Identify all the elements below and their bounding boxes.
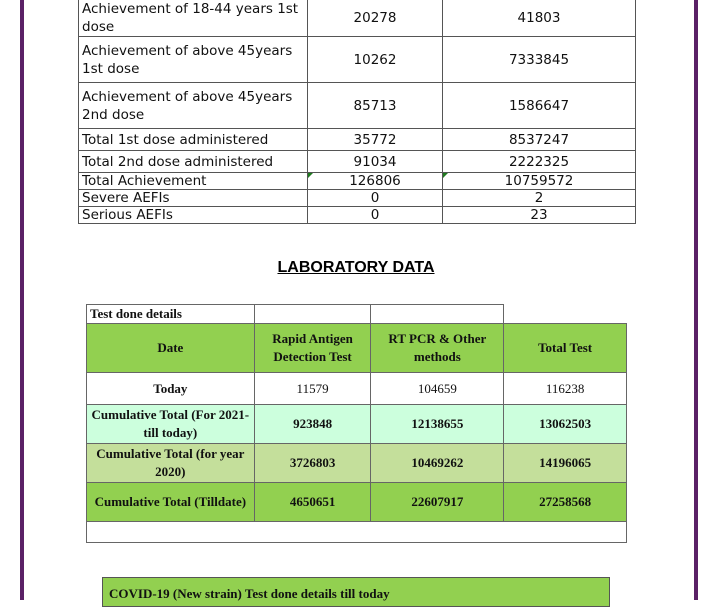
table-row — [79, 190, 636, 207]
covid-new-strain-heading: COVID-19 (New strain) Test done details till today — [102, 577, 610, 607]
table-row — [79, 173, 636, 190]
cell-value: 104659 — [371, 373, 504, 405]
table-row — [79, 129, 636, 151]
cell-value: 3726803 — [254, 444, 371, 483]
row-label: Achievement of above 45years 1st dose — [79, 37, 308, 83]
header-total-test: Total Test — [504, 324, 627, 373]
header-rapid-antigen: Rapid Antigen Detection Test — [254, 324, 371, 373]
row-label: Achievement of above 45years 2nd dose — [79, 83, 308, 129]
laboratory-table — [86, 304, 627, 543]
cell-value: 14196065 — [504, 444, 627, 483]
table-caption-row — [87, 305, 627, 324]
table-row — [87, 483, 627, 522]
empty-cell — [504, 305, 627, 324]
cell-value: 11579 — [254, 373, 371, 405]
page-border-left — [20, 0, 24, 600]
cell-value: 10262 — [308, 37, 443, 83]
cell-value: 85713 — [308, 83, 443, 129]
cell-value: 91034 — [308, 151, 443, 173]
table-row — [87, 444, 627, 483]
row-label: Serious AEFIs — [79, 207, 308, 224]
cell-value: 22607917 — [371, 483, 504, 522]
cell-value: 7333845 — [443, 37, 636, 83]
cell-value: 0 — [308, 207, 443, 224]
table-row — [87, 373, 627, 405]
cell-value: 116238 — [504, 373, 627, 405]
vaccination-table — [78, 0, 636, 224]
cell-value: 126806 — [308, 173, 443, 190]
page-border-right — [694, 0, 698, 600]
cell-value: 1586647 — [443, 83, 636, 129]
table-row — [79, 37, 636, 83]
header-date: Date — [87, 324, 255, 373]
cell-value: 13062503 — [504, 405, 627, 444]
cell-value: 23 — [443, 207, 636, 224]
cell-value: 41803 — [443, 0, 636, 37]
laboratory-data-heading: LABORATORY DATA — [277, 259, 435, 276]
cell-value: 923848 — [254, 405, 371, 444]
cell-value: 2222325 — [443, 151, 636, 173]
table-caption: Test done details — [87, 305, 255, 324]
row-label: Cumulative Total (Tilldate) — [87, 483, 255, 522]
cell-value: 27258568 — [504, 483, 627, 522]
row-label: Cumulative Total (for year 2020) — [87, 444, 255, 483]
cell-value: 35772 — [308, 129, 443, 151]
cell-value: 10469262 — [371, 444, 504, 483]
row-label: Total 1st dose administered — [79, 129, 308, 151]
empty-cell — [371, 305, 504, 324]
row-label: Today — [87, 373, 255, 405]
cell-value: 20278 — [308, 0, 443, 37]
table-row — [87, 405, 627, 444]
cell-value: 12138655 — [371, 405, 504, 444]
row-label: Achievement of 18-44 years 1st dose — [79, 0, 308, 37]
table-header-row — [87, 324, 627, 373]
table-row — [79, 207, 636, 224]
table-row-empty — [87, 522, 627, 543]
cell-value: 10759572 — [443, 173, 636, 190]
row-label: Cumulative Total (For 2021- till today) — [87, 405, 255, 444]
cell-value: 2 — [443, 190, 636, 207]
table-row — [79, 83, 636, 129]
empty-cell — [87, 522, 627, 543]
row-label: Total Achievement — [79, 173, 308, 190]
cell-value: 4650651 — [254, 483, 371, 522]
row-label: Severe AEFIs — [79, 190, 308, 207]
header-rt-pcr: RT PCR & Other methods — [371, 324, 504, 373]
cell-value: 0 — [308, 190, 443, 207]
cell-value: 8537247 — [443, 129, 636, 151]
empty-cell — [254, 305, 371, 324]
table-row — [79, 0, 636, 37]
row-label: Total 2nd dose administered — [79, 151, 308, 173]
table-row — [79, 151, 636, 173]
